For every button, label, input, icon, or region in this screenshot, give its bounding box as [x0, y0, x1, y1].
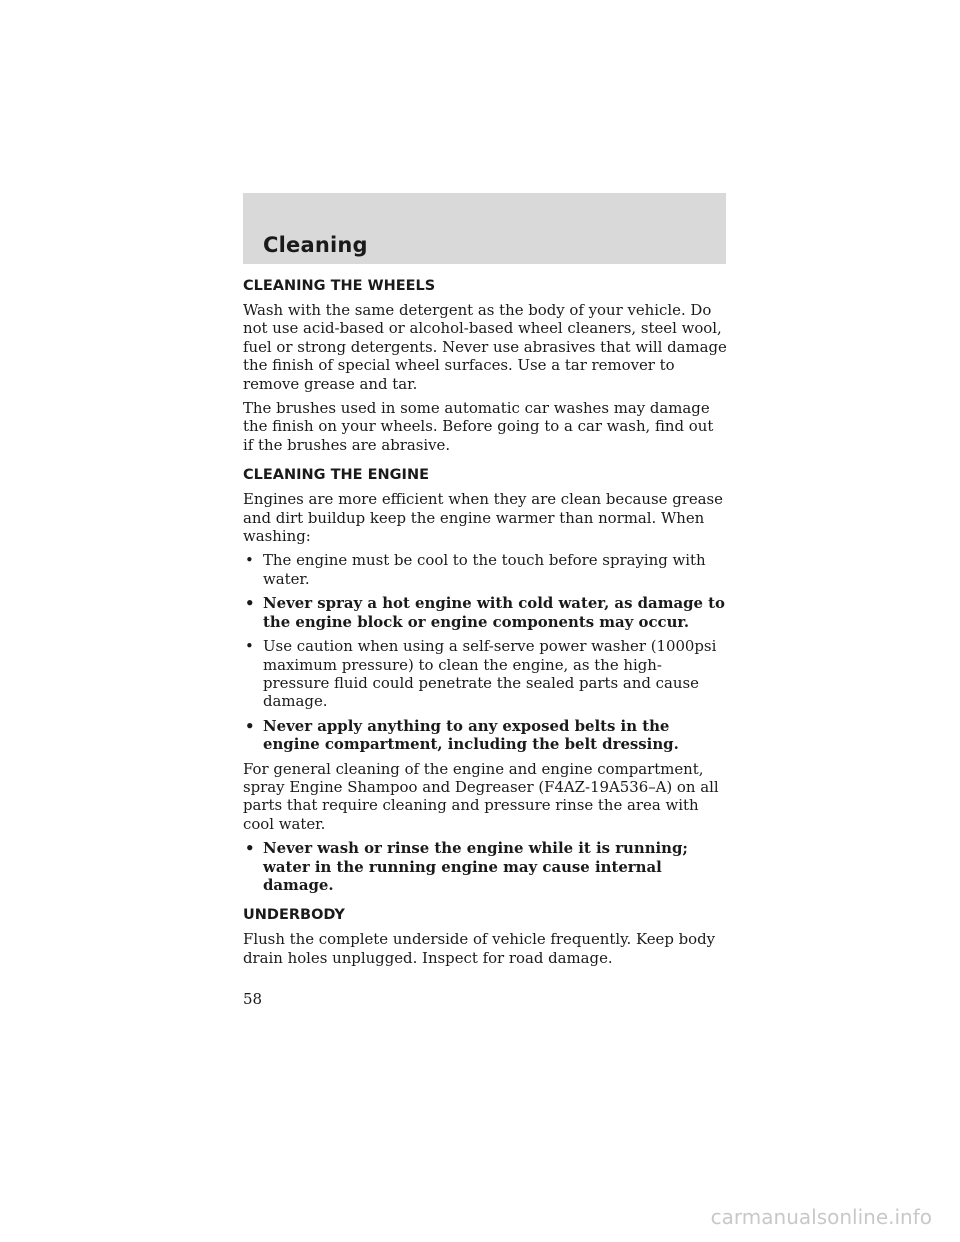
- engine-intro: Engines are more efficient when they are clean because grease and dirt buildup keep the engine warmer than normal. When washing:: [243, 490, 723, 546]
- watermark: carmanualsonline.info: [710, 1205, 932, 1229]
- bullet-icon: •: [245, 551, 254, 570]
- heading-cleaning-engine: CLEANING THE ENGINE: [243, 467, 429, 484]
- list-item: [243, 637, 727, 711]
- page-content: [243, 277, 727, 973]
- list-item: [243, 551, 727, 588]
- bullet-text: Never wash or rinse the engine while it is running; water in the running engine may cause internal damage.: [263, 839, 688, 894]
- page-number: 58: [243, 990, 263, 1008]
- list-item: [243, 839, 727, 894]
- wheels-paragraph-1: Wash with the same detergent as the body of your vehicle. Do not use acid-based or alcohol-based wheel cleaners, steel wool, fuel or strong detergents. Never use abrasives that will damage the finish of special wheel surfaces. Use a tar remover to remove grease and tar.: [243, 301, 727, 393]
- bullet-icon: •: [245, 716, 255, 735]
- bullet-icon: •: [245, 839, 255, 858]
- wheels-paragraph-2: The brushes used in some automatic car washes may damage the finish on your wheels. Before going to a car wash, find out if the brushes are abrasive.: [243, 399, 714, 454]
- underbody-paragraph: Flush the complete underside of vehicle frequently. Keep body drain holes unplugged. Inspect for road damage.: [243, 930, 716, 967]
- section-header-band: [243, 193, 726, 264]
- bullet-text: Never spray a hot engine with cold water, as damage to the engine block or engine components may occur.: [263, 594, 725, 631]
- heading-cleaning-wheels: CLEANING THE WHEELS: [243, 278, 436, 294]
- bullet-text: Use caution when using a self-serve power washer (1000psi maximum pressure) to clean the engine, as the high-pressure fluid could penetrate the sealed parts and cause damage.: [263, 637, 717, 711]
- bullet-icon: •: [245, 637, 254, 656]
- list-item: [243, 717, 727, 754]
- heading-underbody: UNDERBODY: [243, 907, 345, 924]
- engine-general-cleaning: For general cleaning of the engine and engine compartment, spray Engine Shampoo and Degreaser (F4AZ-19A536–A) on all parts that require cleaning and pressure rinse the area with cool water.: [243, 759, 719, 833]
- section-title: Cleaning: [263, 233, 368, 257]
- bullet-text: Never apply anything to any exposed belts in the engine compartment, including the belt dressing.: [263, 716, 679, 754]
- bullet-icon: •: [245, 594, 255, 613]
- list-item: [243, 594, 727, 631]
- bullet-text: The engine must be cool to the touch before spraying with water.: [263, 551, 706, 588]
